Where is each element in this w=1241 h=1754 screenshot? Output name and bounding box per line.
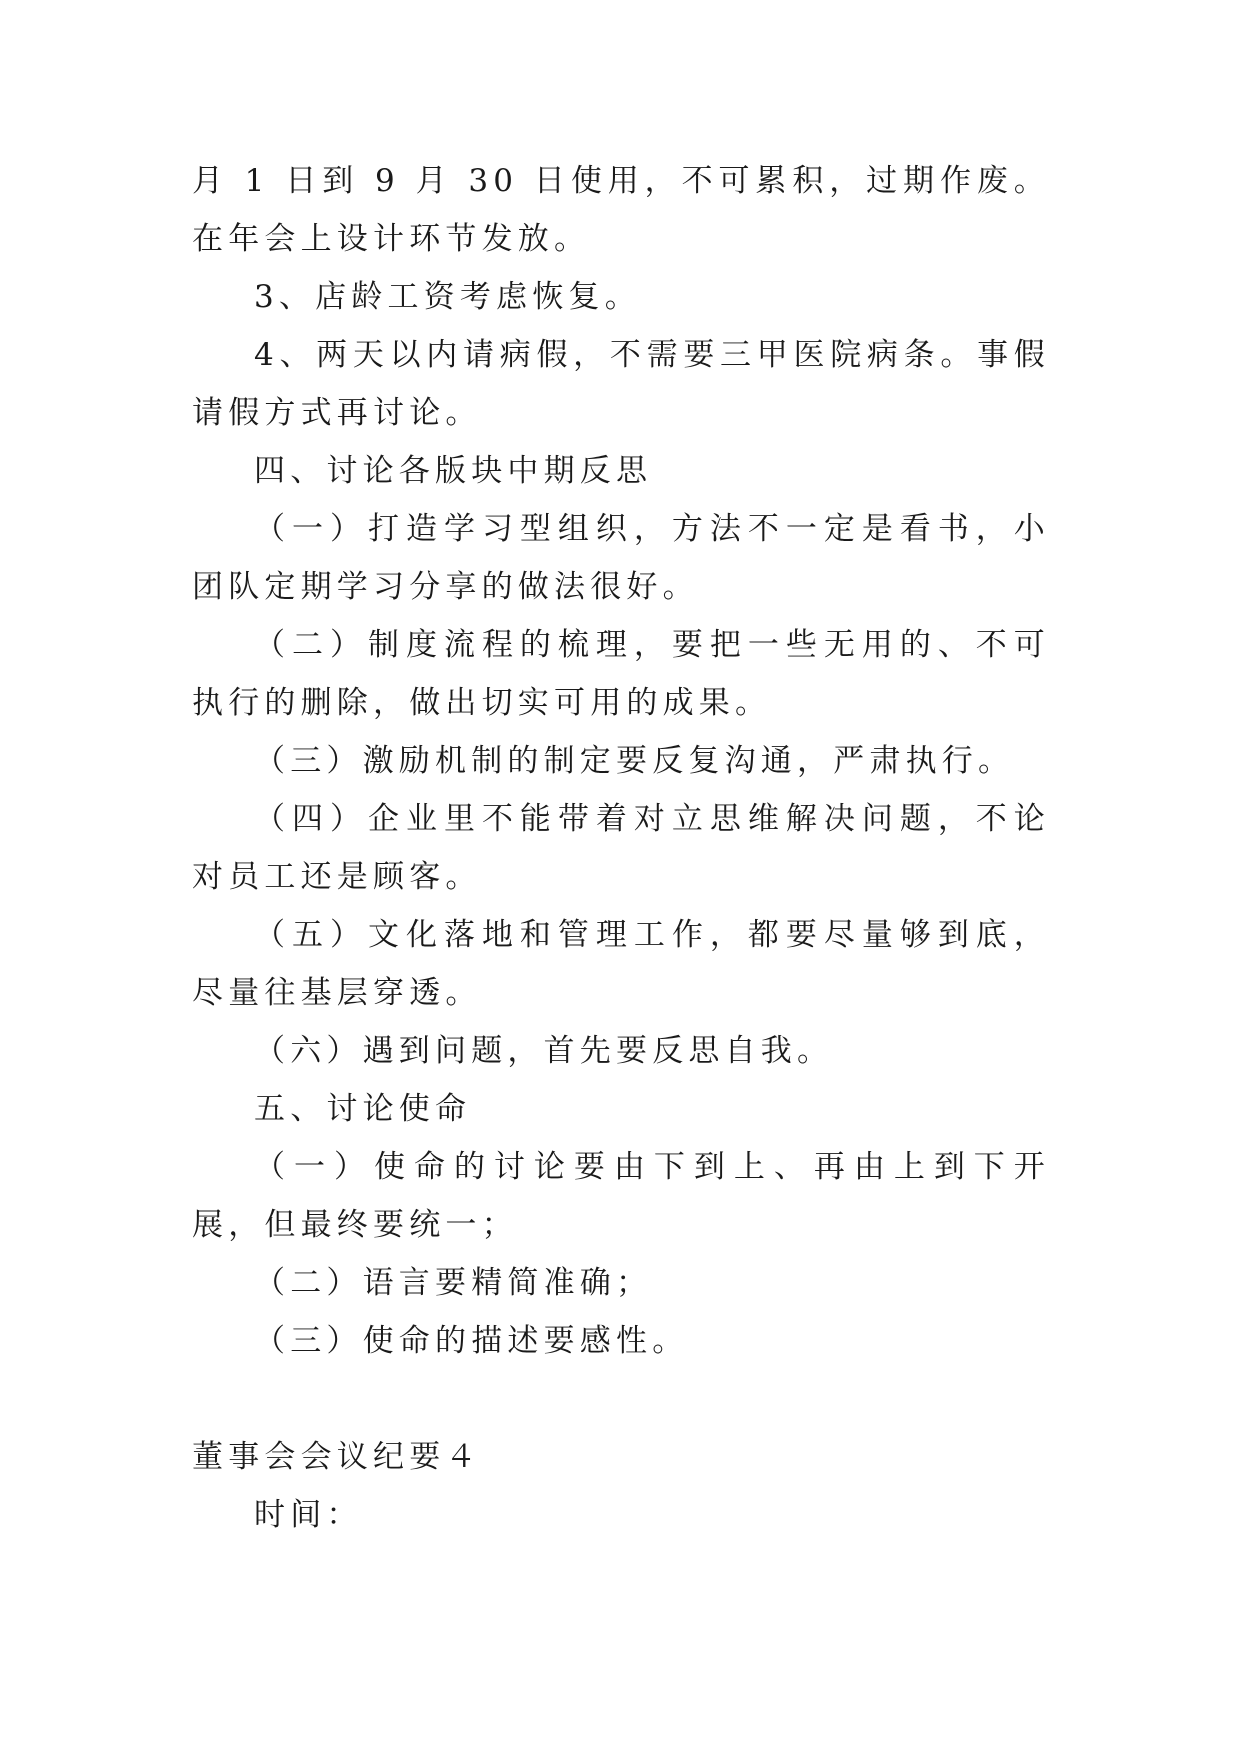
paragraph: （五）文化落地和管理工作，都要尽量够到底，尽量往基层穿透。 [192,917,1050,1011]
section-heading: 五、讨论使命 [254,1091,472,1127]
paragraph: 4、两天以内请病假，不需要三甲医院病条。事假请假方式再讨论。 [192,337,1050,431]
document-body [192,152,1050,1544]
document-section-title: 董事会会议纪要４ [192,1439,482,1475]
paragraph: （一）打造学习型组织，方法不一定是看书，小团队定期学习分享的做法很好。 [192,511,1050,605]
paragraph: （二）语言要精简准确； [254,1265,653,1301]
paragraph: 3、店龄工资考虑恢复。 [254,279,641,315]
time-label: 时间： [254,1497,363,1533]
paragraph: （三）使命的描述要感性。 [254,1323,689,1359]
paragraph: （一）使命的讨论要由下到上、再由上到下开展，但最终要统一； [192,1149,1050,1243]
section-heading: 四、讨论各版块中期反思 [254,453,653,489]
paragraph: 月 1 日到 9 月 30 日使用，不可累积，过期作废。在年会上设计环节发放。 [192,163,1050,257]
paragraph: （四）企业里不能带着对立思维解决问题，不论对员工还是顾客。 [192,801,1050,895]
blank-line [192,1370,1050,1428]
paragraph: （三）激励机制的制定要反复沟通，严肃执行。 [254,743,1015,779]
paragraph: （二）制度流程的梳理，要把一些无用的、不可执行的删除，做出切实可用的成果。 [192,627,1050,721]
paragraph: （六）遇到问题，首先要反思自我。 [254,1033,834,1069]
